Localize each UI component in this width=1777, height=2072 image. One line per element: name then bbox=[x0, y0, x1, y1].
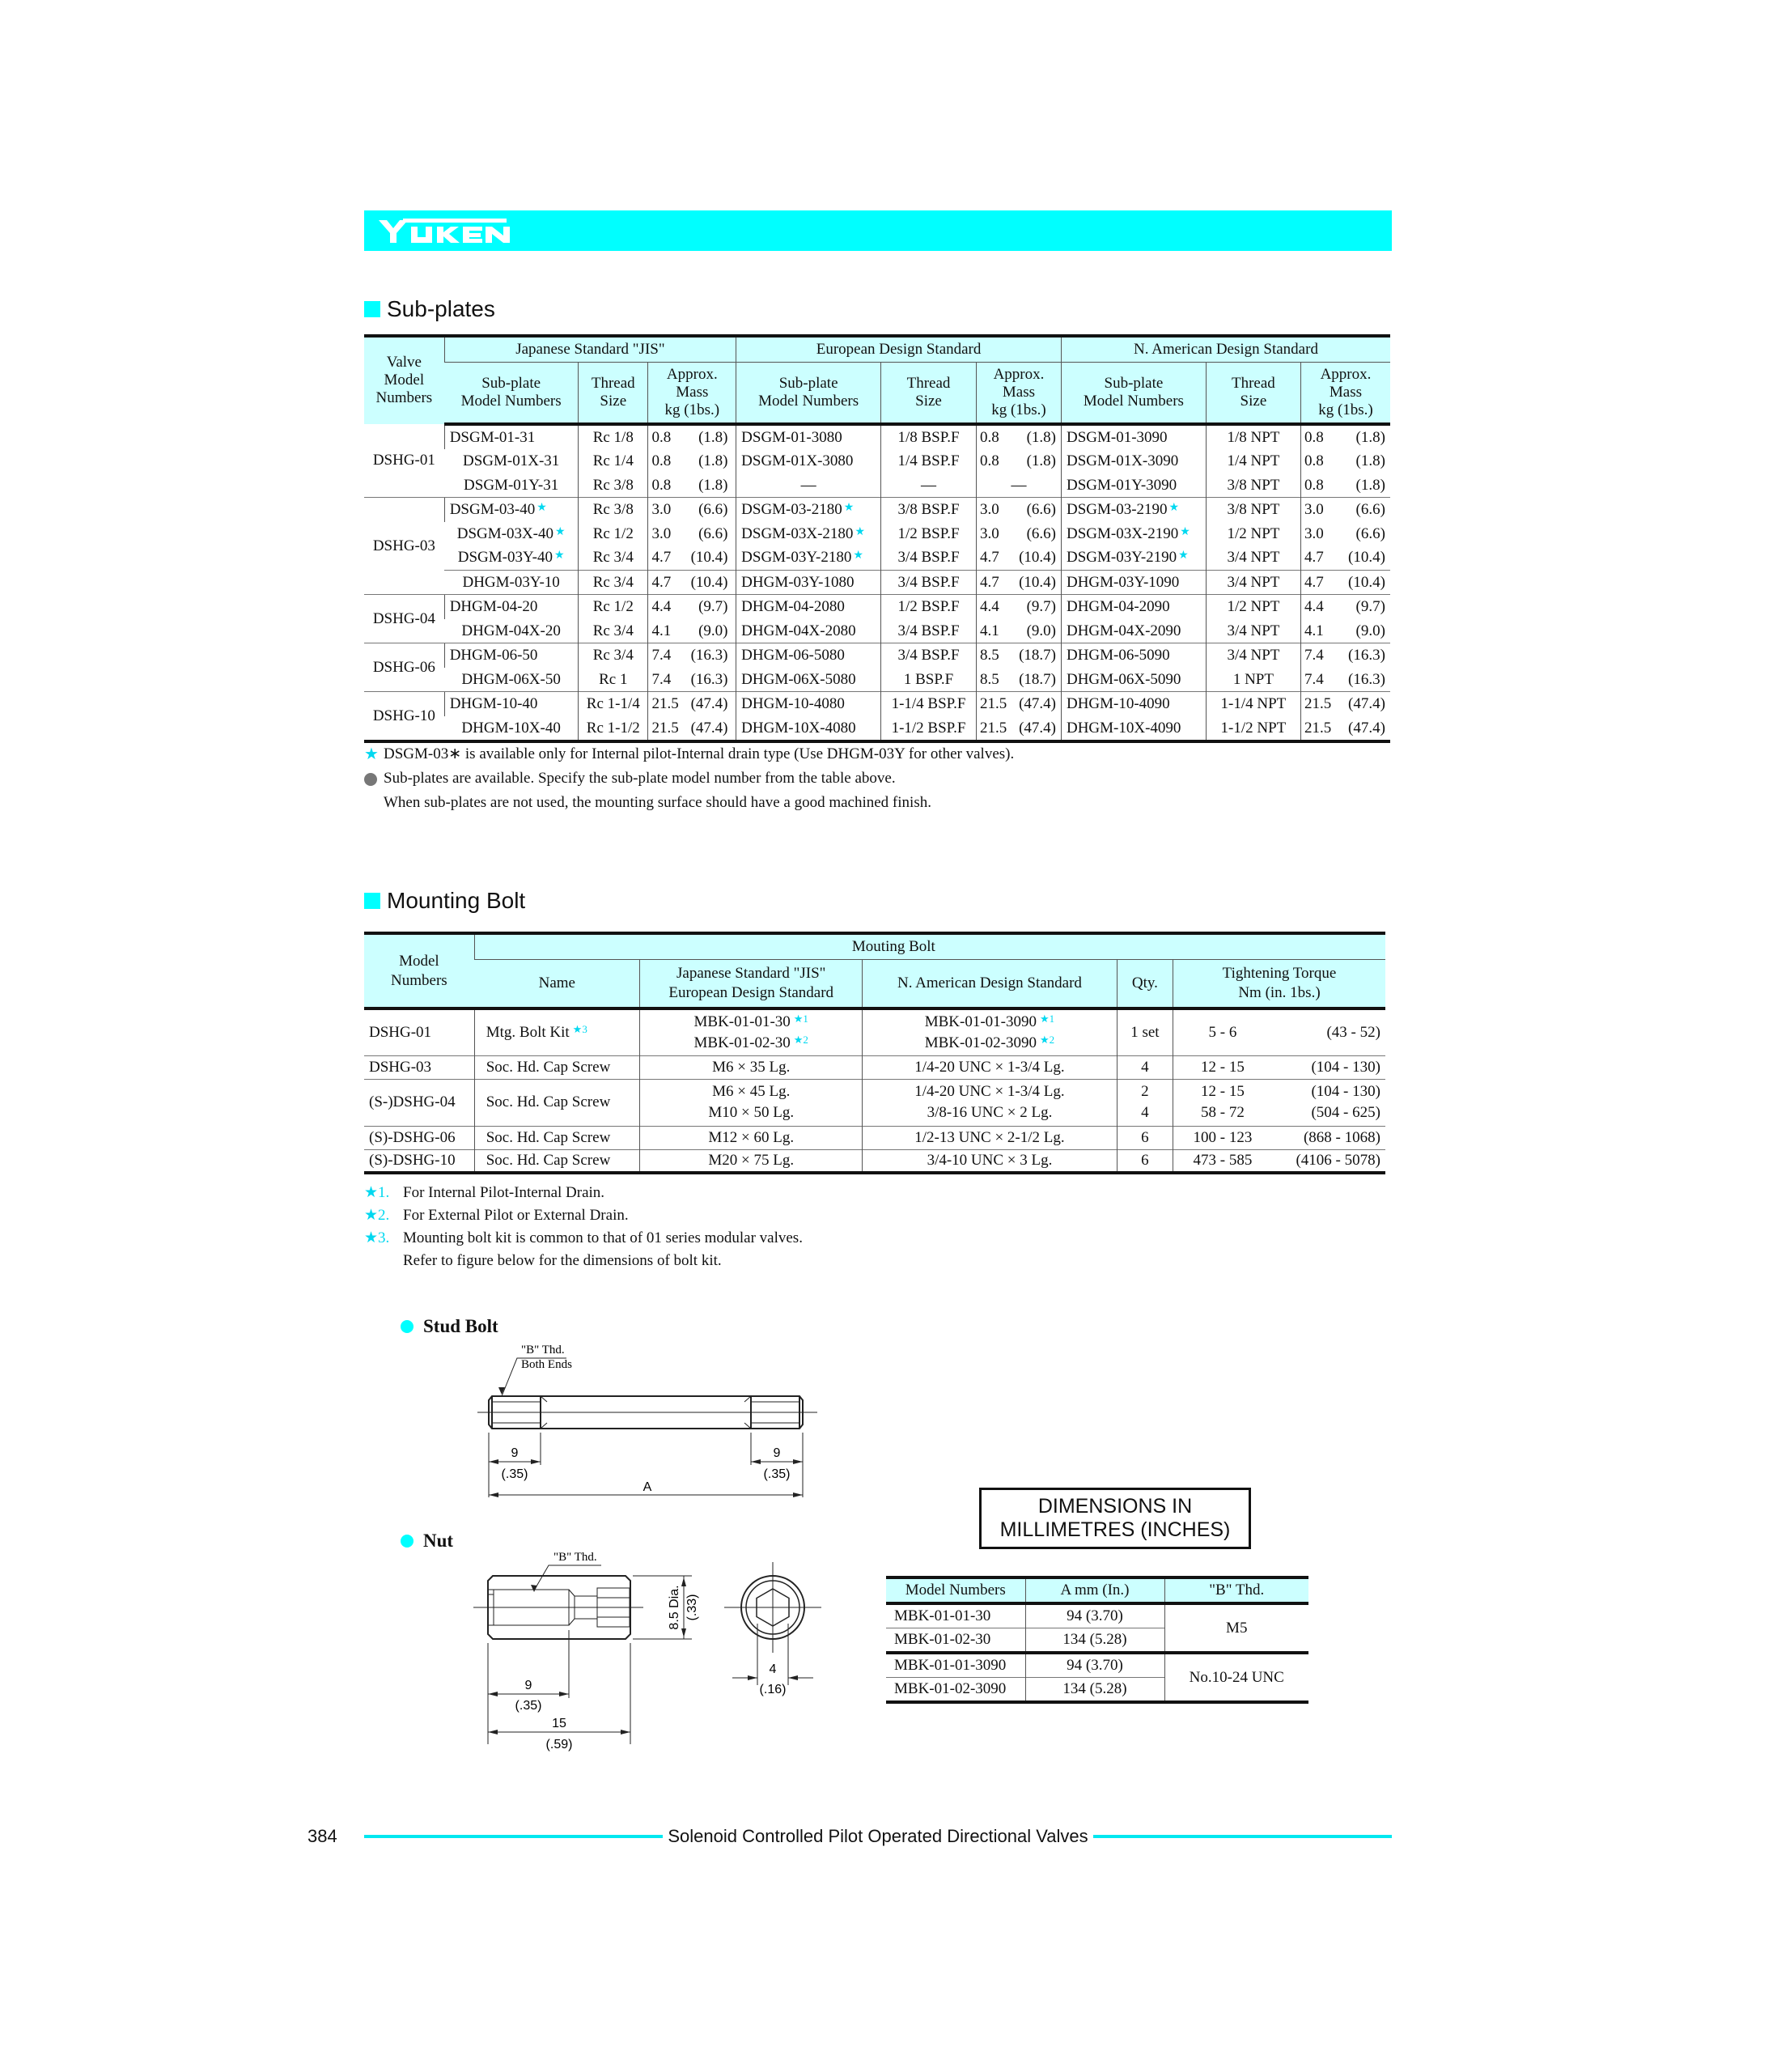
jis-eu-header: Japanese Standard "JIS" European Design Standard bbox=[640, 960, 863, 1009]
thread-size-cell: 1 NPT bbox=[1206, 668, 1300, 692]
nut-thread-callout: "B" Thd. bbox=[553, 1551, 597, 1564]
subplates-title-text: Sub-plates bbox=[387, 296, 495, 321]
subplate-model-cell: DSGM-03Y-2190 ★ bbox=[1061, 546, 1206, 570]
subplate-model-cell: DHGM-06X-5090 bbox=[1061, 668, 1206, 692]
thread-size-cell: Rc 1-1/2 bbox=[579, 716, 648, 742]
jis-bolt-cell: M6 × 45 Lg. M10 × 50 Lg. bbox=[640, 1079, 863, 1126]
mass-cell: 0.8 (1.8) bbox=[1300, 449, 1390, 473]
qty-cell: 2 4 bbox=[1117, 1079, 1173, 1126]
name-cell: Mtg. Bolt Kit $^{★3}$ bbox=[474, 1008, 640, 1055]
dim-length-in: (.59) bbox=[545, 1738, 573, 1751]
subplate-row bbox=[364, 692, 1390, 716]
eu-mass-header: Approx. Mass kg (1bs.) bbox=[976, 363, 1061, 424]
thread-size-cell: — bbox=[881, 473, 977, 498]
thread-size-cell: Rc 3/8 bbox=[579, 498, 648, 522]
subplate-model-cell: DHGM-04-2090 bbox=[1061, 595, 1206, 619]
subplate-model-cell: DHGM-04X-2090 bbox=[1061, 619, 1206, 643]
mass-cell: 7.4 (16.3) bbox=[1300, 668, 1390, 692]
footer-title: Solenoid Controlled Pilot Operated Directional Valves bbox=[668, 1826, 1088, 1846]
subplate-model-cell: DHGM-04-2080 bbox=[736, 595, 881, 619]
name-cell: Soc. Hd. Cap Screw bbox=[474, 1149, 640, 1173]
na-bolt-cell: 1/2-13 UNC × 2-1/2 Lg. bbox=[863, 1126, 1118, 1149]
name-cell: Soc. Hd. Cap Screw bbox=[474, 1079, 640, 1126]
name-cell: Soc. Hd. Cap Screw bbox=[474, 1126, 640, 1149]
star-icon: ★ bbox=[553, 550, 565, 563]
nut-drawing bbox=[453, 1546, 842, 1764]
dim-thread-in: (.35) bbox=[515, 1699, 542, 1713]
dim-dia: 8.5 Dia. bbox=[668, 1585, 681, 1630]
bk-model-cell: MBK-01-02-3090 bbox=[886, 1678, 1025, 1703]
mass-cell: 4.4 (9.7) bbox=[1300, 595, 1390, 619]
subplate-model-cell: DHGM-04-20 bbox=[444, 595, 578, 619]
bk-model-cell: MBK-01-01-3090 bbox=[886, 1653, 1025, 1678]
dim-left-in: (.35) bbox=[501, 1467, 528, 1481]
mounting-bolt-notes bbox=[364, 1182, 803, 1272]
mass-cell: 4.1 (9.0) bbox=[648, 619, 736, 643]
units-note-box: DIMENSIONS IN MILLIMETRES (INCHES) bbox=[979, 1488, 1251, 1549]
mass-cell: 8.5 (18.7) bbox=[976, 668, 1061, 692]
mass-cell: 0.8 (1.8) bbox=[976, 449, 1061, 473]
thread-size-cell: Rc 3/4 bbox=[579, 546, 648, 570]
mounting-bolt-row bbox=[364, 1149, 1385, 1173]
jis-bolt-cell: MBK-01-01-30 $^{★1}$ MBK-01-02-30 $^{★2}$ bbox=[640, 1008, 863, 1055]
bk-thread-header: "B" Thd. bbox=[1164, 1577, 1308, 1603]
nut-title: Nut bbox=[401, 1531, 453, 1552]
footnote-mark: ★3. bbox=[364, 1229, 390, 1246]
mass-cell: 4.7 (10.4) bbox=[648, 546, 736, 570]
thread-size-cell: Rc 3/4 bbox=[579, 570, 648, 595]
torque-header: Tightening Torque Nm (in. 1bs.) bbox=[1173, 960, 1385, 1009]
subplates-table bbox=[364, 334, 1390, 743]
mass-cell: 0.8 (1.8) bbox=[648, 473, 736, 498]
mass-cell: 21.5 (47.4) bbox=[1300, 692, 1390, 716]
mass-cell: 7.4 (16.3) bbox=[648, 643, 736, 668]
subplate-row bbox=[364, 668, 1390, 692]
subplate-model-cell: DHGM-06X-5080 bbox=[736, 668, 881, 692]
na-bolt-cell: MBK-01-01-3090 $^{★1}$ MBK-01-02-3090 $^{★2}$ bbox=[863, 1008, 1118, 1055]
na-subplate-header: Sub-plate Model Numbers bbox=[1061, 363, 1206, 424]
qty-cell: 6 bbox=[1117, 1149, 1173, 1173]
thread-size-cell: Rc 3/8 bbox=[579, 473, 648, 498]
subplate-row bbox=[364, 643, 1390, 668]
brand-banner bbox=[364, 210, 1392, 251]
mass-cell: 3.0 (6.6) bbox=[1300, 522, 1390, 546]
footnote: ★2. For External Pilot or External Drain. bbox=[364, 1204, 803, 1227]
qty-cell: 1 set bbox=[1117, 1008, 1173, 1055]
subplate-row bbox=[364, 570, 1390, 595]
jis-bolt-cell: M6 × 35 Lg. bbox=[640, 1055, 863, 1079]
thread-size-cell: 1-1/4 BSP.F bbox=[881, 692, 977, 716]
subplate-row bbox=[364, 619, 1390, 643]
qty-cell: 4 bbox=[1117, 1055, 1173, 1079]
mass-cell: 4.4 (9.7) bbox=[648, 595, 736, 619]
mounting-bolt-row bbox=[364, 1008, 1385, 1055]
torque-cell: 100 - 123 (868 - 1068) bbox=[1173, 1126, 1385, 1149]
model-cell: (S)-DSHG-10 bbox=[364, 1149, 474, 1173]
mass-cell: 21.5 (47.4) bbox=[648, 692, 736, 716]
na-group-header: N. American Design Standard bbox=[1061, 336, 1390, 363]
mass-cell: 0.8 (1.8) bbox=[1300, 473, 1390, 498]
mass-cell: 4.1 (9.0) bbox=[976, 619, 1061, 643]
subplates-notes bbox=[364, 742, 1014, 815]
mounting-bolt-row bbox=[364, 1079, 1385, 1126]
subplate-row bbox=[364, 498, 1390, 522]
na-thread-header: Thread Size bbox=[1206, 363, 1300, 424]
dot-bullet-icon bbox=[364, 766, 384, 791]
eu-group-header: European Design Standard bbox=[736, 336, 1062, 363]
na-bolt-cell: 1/4-20 UNC × 1-3/4 Lg. 3/8-16 UNC × 2 Lg. bbox=[863, 1079, 1118, 1126]
subplate-model-cell: DSGM-01Y-3090 bbox=[1061, 473, 1206, 498]
thread-size-cell: 1/2 NPT bbox=[1206, 595, 1300, 619]
thread-size-cell: Rc 1/4 bbox=[579, 449, 648, 473]
mass-cell: 3.0 (6.6) bbox=[1300, 498, 1390, 522]
dot-note-continued: When sub-plates are not used, the mounting surface should have a good machined finish. bbox=[384, 794, 931, 811]
square-bullet-icon bbox=[364, 301, 380, 317]
subplate-model-cell: DSGM-01X-3090 bbox=[1061, 449, 1206, 473]
subplate-model-cell: DHGM-10X-40 bbox=[461, 719, 561, 737]
subplate-model-cell: DSGM-03X-2180 ★ bbox=[736, 522, 881, 546]
thread-size-cell: 1/4 NPT bbox=[1206, 449, 1300, 473]
model-numbers-header: Model Numbers bbox=[364, 933, 474, 1008]
thread-size-cell: 1/2 BSP.F bbox=[881, 595, 977, 619]
model-cell: (S-)DSHG-04 bbox=[364, 1079, 474, 1126]
subplate-model-cell: DSGM-01-3090 bbox=[1061, 424, 1206, 450]
subplate-model-cell: DHGM-04X-20 bbox=[461, 622, 561, 639]
dim-dia-in: (.33) bbox=[685, 1594, 699, 1621]
thread-size-cell: Rc 3/4 bbox=[579, 643, 648, 668]
mass-cell: — bbox=[976, 473, 1061, 498]
subplate-model-cell: — bbox=[736, 473, 881, 498]
thread-size-cell: Rc 1-1/4 bbox=[579, 692, 648, 716]
subplate-row bbox=[364, 595, 1390, 619]
thread-size-cell: 3/4 NPT bbox=[1206, 619, 1300, 643]
subplate-row bbox=[364, 522, 1390, 546]
subplate-model-cell: DHGM-10-4080 bbox=[736, 692, 881, 716]
subplate-row bbox=[364, 424, 1390, 450]
mass-cell: 3.0 (6.6) bbox=[976, 498, 1061, 522]
star-icon: ★ bbox=[364, 745, 379, 763]
thread-size-cell: 1/2 NPT bbox=[1206, 522, 1300, 546]
subplate-model-cell: DSGM-03-40 ★ bbox=[444, 498, 578, 522]
subplate-model-cell: DHGM-10-40 bbox=[444, 692, 578, 716]
mass-cell: 7.4 (16.3) bbox=[648, 668, 736, 692]
bk-a-cell: 94 (3.70) bbox=[1025, 1603, 1164, 1628]
thread-size-cell: 3/4 NPT bbox=[1206, 643, 1300, 668]
star-note: ★ DSGM-03∗ is available only for Internal pilot-Internal drain type (Use DHGM-03Y for other valves). bbox=[364, 742, 1014, 766]
star-icon: ★ bbox=[555, 525, 566, 538]
star-icon: ★ bbox=[853, 550, 863, 563]
thread-size-cell: 3/8 NPT bbox=[1206, 498, 1300, 522]
subplate-row bbox=[364, 716, 1390, 742]
mounting-bolt-title-text: Mounting Bolt bbox=[387, 888, 526, 913]
na-bolt-cell: 3/4-10 UNC × 3 Lg. bbox=[863, 1149, 1118, 1173]
mass-cell: 4.7 (10.4) bbox=[1300, 570, 1390, 595]
jis-thread-header: Thread Size bbox=[579, 363, 648, 424]
subplate-model-cell: DSGM-01Y-31 bbox=[464, 476, 559, 494]
mass-cell: 7.4 (16.3) bbox=[1300, 643, 1390, 668]
mass-cell: 21.5 (47.4) bbox=[976, 716, 1061, 742]
star-icon: ★ bbox=[1168, 502, 1180, 515]
model-cell: (S)-DSHG-06 bbox=[364, 1126, 474, 1149]
subplate-row bbox=[364, 546, 1390, 570]
thread-size-cell: 3/4 BSP.F bbox=[881, 643, 977, 668]
torque-cell: 12 - 15 (104 - 130) bbox=[1173, 1055, 1385, 1079]
footnote: ★1. For Internal Pilot-Internal Drain. bbox=[364, 1182, 803, 1204]
subplate-model-cell: DHGM-03Y-10 bbox=[444, 570, 578, 595]
qty-cell: 6 bbox=[1117, 1126, 1173, 1149]
dim-hex-in: (.16) bbox=[759, 1683, 787, 1696]
eu-subplate-header: Sub-plate Model Numbers bbox=[736, 363, 881, 424]
thread-size-cell: 3/4 BSP.F bbox=[881, 546, 977, 570]
na-header: N. American Design Standard bbox=[863, 960, 1118, 1009]
model-cell: DSHG-01 bbox=[369, 1023, 432, 1041]
bk-a-header: A mm (In.) bbox=[1025, 1577, 1164, 1603]
mounting-bolt-section-title bbox=[364, 888, 525, 914]
na-mass-header: Approx. Mass kg (1bs.) bbox=[1300, 363, 1390, 424]
thread-size-cell: 1-1/2 BSP.F bbox=[881, 716, 977, 742]
dot-note: Sub-plates are available. Specify the sub-plate model number from the table above. bbox=[364, 766, 1014, 791]
thread-size-cell: 1 BSP.F bbox=[881, 668, 977, 692]
mass-cell: 3.0 (6.6) bbox=[976, 522, 1061, 546]
subplate-model-cell: DHGM-10X-4080 bbox=[736, 716, 881, 742]
bk-thread-cell: M5 bbox=[1164, 1603, 1308, 1653]
subplate-model-cell: DHGM-04X-2080 bbox=[736, 619, 881, 643]
mass-cell: 21.5 (47.4) bbox=[1300, 716, 1390, 742]
valve-model-cell: DSHG-06 bbox=[364, 643, 444, 692]
footnote-mark: ★1. bbox=[364, 1184, 390, 1201]
thread-size-cell: Rc 1 bbox=[579, 668, 648, 692]
mass-cell: 0.8 (1.8) bbox=[648, 449, 736, 473]
subplate-row bbox=[364, 473, 1390, 498]
torque-cell: 12 - 15 (104 - 130) 58 - 72 (504 - 625) bbox=[1173, 1079, 1385, 1126]
mounting-bolt-row bbox=[364, 1055, 1385, 1079]
thread-size-cell: Rc 1/2 bbox=[579, 522, 648, 546]
mass-cell: 0.8 (1.8) bbox=[976, 424, 1061, 450]
thread-size-cell: 3/8 NPT bbox=[1206, 473, 1300, 498]
thread-size-cell: 1-1/2 NPT bbox=[1206, 716, 1300, 742]
mass-cell: 0.8 (1.8) bbox=[648, 424, 736, 450]
thread-size-cell: 1/4 BSP.F bbox=[881, 449, 977, 473]
thread-size-cell: 1/2 BSP.F bbox=[881, 522, 977, 546]
dim-total: A bbox=[643, 1480, 652, 1494]
jis-bolt-cell: M20 × 75 Lg. bbox=[640, 1149, 863, 1173]
bk-model-cell: MBK-01-02-30 bbox=[886, 1628, 1025, 1654]
bk-a-cell: 134 (5.28) bbox=[1025, 1678, 1164, 1703]
thread-size-cell: 3/4 NPT bbox=[1206, 570, 1300, 595]
thread-size-cell: 3/4 BSP.F bbox=[881, 619, 977, 643]
subplate-model-cell: DHGM-06-50 bbox=[444, 643, 578, 668]
mass-cell: 3.0 (6.6) bbox=[648, 522, 736, 546]
subplate-model-cell: DSGM-03-2180 ★ bbox=[736, 498, 881, 522]
bk-a-cell: 94 (3.70) bbox=[1025, 1653, 1164, 1678]
mass-cell: 4.7 (10.4) bbox=[1300, 546, 1390, 570]
thread-size-cell: 1/8 BSP.F bbox=[881, 424, 977, 450]
yuken-logo bbox=[379, 215, 516, 246]
mass-cell: 4.7 (10.4) bbox=[648, 570, 736, 595]
star-icon: ★ bbox=[536, 502, 547, 515]
footer-rule bbox=[364, 1835, 663, 1838]
star-icon: ★ bbox=[855, 525, 865, 538]
circle-bullet-icon bbox=[401, 1320, 414, 1333]
name-cell: Soc. Hd. Cap Screw bbox=[474, 1055, 640, 1079]
subplates-section-title bbox=[364, 296, 495, 322]
circle-bullet-icon bbox=[401, 1535, 414, 1548]
torque-cell: 5 - 6 (43 - 52) bbox=[1173, 1008, 1385, 1055]
thread-size-cell: 3/8 BSP.F bbox=[881, 498, 977, 522]
bk-model-cell: MBK-01-01-30 bbox=[894, 1607, 991, 1624]
stud-bolt-drawing bbox=[453, 1344, 825, 1505]
subplate-model-cell: DSGM-01X-3080 bbox=[736, 449, 881, 473]
subplate-model-cell: DHGM-06X-50 bbox=[461, 670, 561, 688]
mass-cell: 4.1 (9.0) bbox=[1300, 619, 1390, 643]
qty-header: Qty. bbox=[1117, 960, 1173, 1009]
footer-rule bbox=[1093, 1835, 1392, 1838]
bk-model-header: Model Numbers bbox=[886, 1577, 1025, 1603]
mass-cell: 0.8 (1.8) bbox=[1300, 424, 1390, 450]
subplate-model-cell: DHGM-06-5090 bbox=[1061, 643, 1206, 668]
subplate-model-cell: DHGM-10-4090 bbox=[1061, 692, 1206, 716]
subplate-model-cell: DSGM-01X-31 bbox=[463, 452, 560, 470]
dim-hex: 4 bbox=[769, 1662, 777, 1676]
subplate-model-cell: DSGM-03-2190 ★ bbox=[1061, 498, 1206, 522]
star-icon: ★ bbox=[843, 502, 855, 515]
bolt-kit-row bbox=[886, 1603, 1308, 1628]
page-footer bbox=[307, 1824, 1392, 1849]
valve-model-cell: DSHG-03 bbox=[364, 498, 444, 595]
bk-a-cell: 134 (5.28) bbox=[1025, 1628, 1164, 1654]
thread-size-cell: Rc 1/8 bbox=[579, 424, 648, 450]
stud-bolt-title: Stud Bolt bbox=[401, 1316, 498, 1337]
valve-model-cell: DSHG-04 bbox=[364, 595, 444, 643]
bk-thread-cell: No.10-24 UNC bbox=[1164, 1653, 1308, 1702]
mounting-bolt-table bbox=[364, 932, 1385, 1174]
thread-size-cell: Rc 1/2 bbox=[579, 595, 648, 619]
subplate-model-cell: DHGM-03Y-1080 bbox=[736, 570, 881, 595]
dim-left: 9 bbox=[511, 1446, 519, 1460]
torque-cell: 473 - 585 (4106 - 5078) bbox=[1173, 1149, 1385, 1173]
mass-cell: 21.5 (47.4) bbox=[648, 716, 736, 742]
jis-subplate-header: Sub-plate Model Numbers bbox=[444, 363, 578, 424]
page-number: 384 bbox=[307, 1826, 337, 1846]
subplate-model-cell: DSGM-03Y-40 ★ bbox=[457, 549, 565, 567]
thread-size-cell: Rc 3/4 bbox=[579, 619, 648, 643]
valve-model-cell: DSHG-01 bbox=[372, 452, 435, 469]
subplate-model-cell: DSGM-03X-2190 ★ bbox=[1061, 522, 1206, 546]
both-ends-callout: Both Ends bbox=[521, 1358, 572, 1371]
mass-cell: 3.0 (6.6) bbox=[648, 498, 736, 522]
thread-callout: "B" Thd. bbox=[521, 1344, 565, 1357]
dim-thread: 9 bbox=[524, 1679, 532, 1692]
subplate-model-cell: DHGM-03Y-1090 bbox=[1061, 570, 1206, 595]
dim-right: 9 bbox=[773, 1446, 781, 1460]
subplate-model-cell: DSGM-01-31 bbox=[444, 424, 578, 450]
footnote: Refer to figure below for the dimensions of bolt kit. bbox=[403, 1252, 722, 1269]
star-icon: ★ bbox=[1180, 525, 1190, 538]
na-bolt-cell: 1/4-20 UNC × 1-3/4 Lg. bbox=[863, 1055, 1118, 1079]
model-cell: DSHG-03 bbox=[364, 1055, 474, 1079]
thread-size-cell: 1-1/4 NPT bbox=[1206, 692, 1300, 716]
subplate-row bbox=[364, 449, 1390, 473]
thread-size-cell: 1/8 NPT bbox=[1206, 424, 1300, 450]
valve-model-header: Valve Model Numbers bbox=[364, 336, 444, 424]
footnote-mark: ★2. bbox=[364, 1207, 390, 1224]
dim-right-in: (.35) bbox=[763, 1467, 791, 1481]
mounting-bolt-row bbox=[364, 1126, 1385, 1149]
mass-cell: 4.4 (9.7) bbox=[976, 595, 1061, 619]
jis-bolt-cell: M12 × 60 Lg. bbox=[640, 1126, 863, 1149]
mass-cell: 4.7 (10.4) bbox=[976, 546, 1061, 570]
name-header: Name bbox=[474, 960, 640, 1009]
thread-size-cell: 3/4 NPT bbox=[1206, 546, 1300, 570]
valve-model-cell: DSHG-10 bbox=[364, 692, 444, 742]
footnote: ★3. Mounting bolt kit is common to that of 01 series modular valves. bbox=[364, 1227, 803, 1250]
subplate-model-cell: DHGM-06-5080 bbox=[736, 643, 881, 668]
mass-cell: 4.7 (10.4) bbox=[976, 570, 1061, 595]
bolt-kit-table bbox=[886, 1576, 1308, 1704]
bolt-kit-row bbox=[886, 1653, 1308, 1678]
star-icon: ★ bbox=[1178, 550, 1189, 563]
thread-size-cell: 3/4 BSP.F bbox=[881, 570, 977, 595]
eu-thread-header: Thread Size bbox=[881, 363, 977, 424]
subplate-model-cell: DSGM-03X-40 ★ bbox=[456, 524, 566, 542]
mounting-bolt-group-header: Mouting Bolt bbox=[474, 933, 1385, 960]
dim-length: 15 bbox=[552, 1717, 566, 1730]
mass-cell: 8.5 (18.7) bbox=[976, 643, 1061, 668]
subplate-model-cell: DSGM-01-3080 bbox=[736, 424, 881, 450]
square-bullet-icon bbox=[364, 893, 380, 909]
jis-group-header: Japanese Standard "JIS" bbox=[444, 336, 736, 363]
mass-cell: 21.5 (47.4) bbox=[976, 692, 1061, 716]
jis-mass-header: Approx. Mass kg (1bs.) bbox=[648, 363, 736, 424]
subplate-model-cell: DSGM-03Y-2180 ★ bbox=[736, 546, 881, 570]
subplate-model-cell: DHGM-10X-4090 bbox=[1061, 716, 1206, 742]
